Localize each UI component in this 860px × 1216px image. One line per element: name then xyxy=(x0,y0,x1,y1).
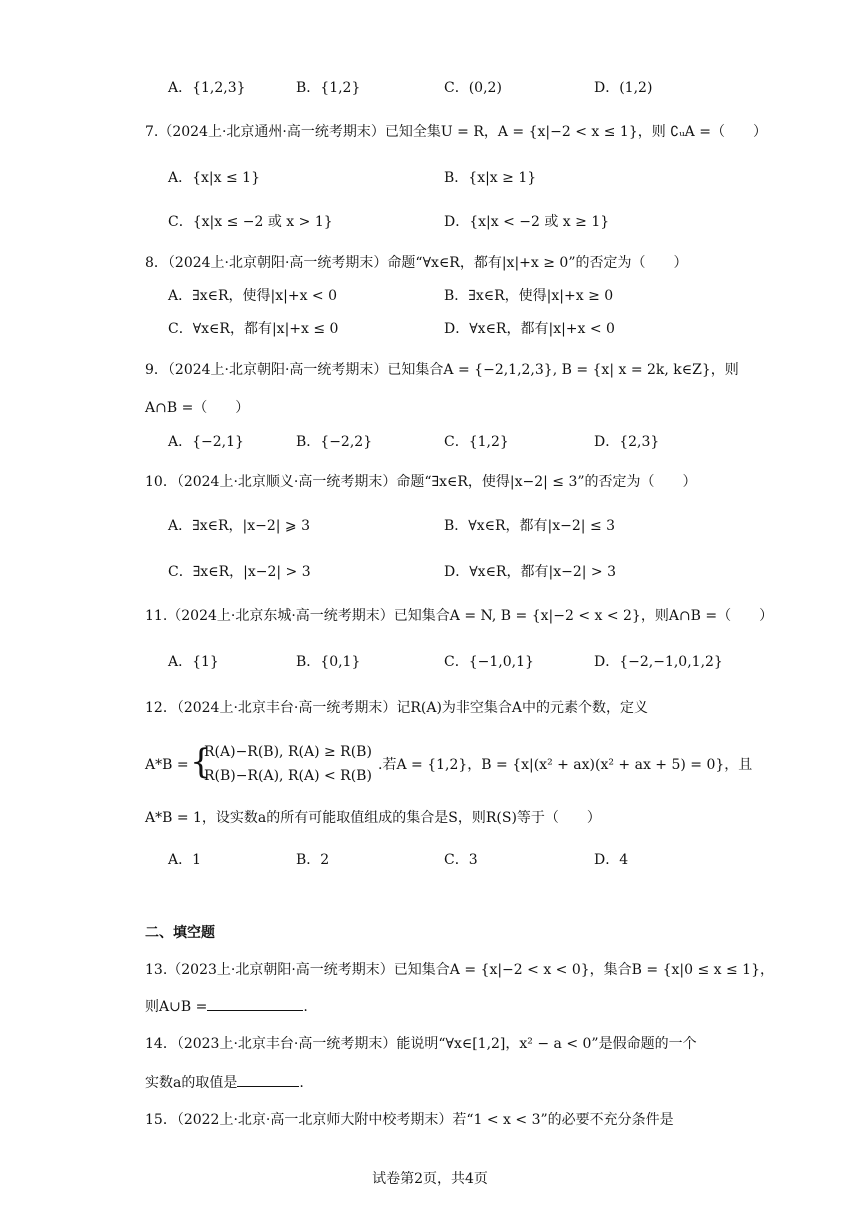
q14-stem-end: . xyxy=(299,1075,304,1091)
q11-option-c: C．{−1,0,1} xyxy=(444,654,534,670)
q6-option-c: C．(0,2) xyxy=(444,80,502,96)
q8-option-b: B．∃x∈R，使得|x|+x ≥ 0 xyxy=(444,288,614,304)
q12-definition xyxy=(0,740,860,790)
q12-option-b: B．2 xyxy=(296,852,330,868)
q13-stem-text: 则A∪B = xyxy=(145,999,208,1015)
q8-option-c: C．∀x∈R，都有|x|+x ≤ 0 xyxy=(168,321,339,337)
section-heading-fill-blank: 二、填空题 xyxy=(145,925,215,941)
q13-answer-blank[interactable] xyxy=(207,996,303,1011)
q12-brace: { xyxy=(190,742,212,782)
q12-stem-cont: A*B = 1，设实数a的所有可能取值组成的集合是S，则R(S)等于（ ） xyxy=(145,810,601,826)
q12-def-lhs: A*B = xyxy=(145,757,189,773)
q12-option-c: C．3 xyxy=(444,852,478,868)
q9-option-d: D．{2,3} xyxy=(594,434,660,450)
q7-stem: 7.（2024上·北京通州·高一统考期末）已知全集U = R，A = {x|−2 < x ≤ 1}，则 ∁ᵤA =（ ） xyxy=(145,124,767,140)
q9-option-b: B．{−2,2} xyxy=(296,434,373,450)
q12-stem: 12．（2024上·北京丰台·高一统考期末）记R(A)为非空集合A中的元素个数，定义 xyxy=(145,700,649,716)
q10-option-a: A．∃x∈R，|x−2| ⩾ 3 xyxy=(168,518,311,534)
q7-option-b: B．{x|x ≥ 1} xyxy=(444,170,537,186)
q10-stem: 10．（2024上·北京顺义·高一统考期末）命题“∃x∈R，使得|x−2| ≤ 3”的否定为（ ） xyxy=(145,474,697,490)
q7-option-c: C．{x|x ≤ −2 或 x > 1} xyxy=(168,214,333,230)
page-footer: 试卷第2页，共4页 xyxy=(372,1171,488,1187)
q13-stem-cont xyxy=(145,996,308,1017)
q9-stem-cont: A∩B =（ ） xyxy=(145,400,250,416)
q7-option-d: D．{x|x < −2 或 x ≥ 1} xyxy=(444,214,610,230)
q12-def-rest: .若A = {1,2}，B = {x|(x² + ax)(x² + ax + 5) = 0}，且 xyxy=(378,757,753,773)
q11-stem: 11.（2024上·北京东城·高一统考期末）已知集合A = N, B = {x|−2 < x < 2}，则A∩B =（ ） xyxy=(145,608,774,624)
q15-stem: 15．（2022上·北京·高一北京师大附中校考期末）若“1 < x < 3”的必要不充分条件是 xyxy=(145,1112,674,1128)
q10-option-b: B．∀x∈R，都有|x−2| ≤ 3 xyxy=(444,518,616,534)
q11-option-a: A．{1} xyxy=(168,654,219,670)
q11-option-b: B．{0,1} xyxy=(296,654,361,670)
q11-option-d: D．{−2,−1,0,1,2} xyxy=(594,654,723,670)
q10-option-d: D．∀x∈R，都有|x−2| > 3 xyxy=(444,564,616,580)
q14-answer-blank[interactable] xyxy=(237,1072,299,1087)
q14-stem: 14．（2023上·北京丰台·高一统考期末）能说明“∀x∈[1,2]，x² − a < 0”是假命题的一个 xyxy=(145,1036,697,1052)
q6-option-b: B．{1,2} xyxy=(296,80,361,96)
q8-option-d: D．∀x∈R，都有|x|+x < 0 xyxy=(444,321,615,337)
q14-stem-cont xyxy=(145,1072,304,1093)
q12-option-d: D．4 xyxy=(594,852,629,868)
q6-option-d: D．(1,2) xyxy=(594,80,653,96)
q12-option-a: A．1 xyxy=(168,852,202,868)
q8-option-a: A．∃x∈R，使得|x|+x < 0 xyxy=(168,288,337,304)
q13-stem: 13.（2023上·北京朝阳·高一统考期末）已知集合A = {x|−2 < x < 0}，集合B = {x|0 ≤ x ≤ 1}， xyxy=(145,962,774,978)
q8-stem: 8．（2024上·北京朝阳·高一统考期末）命题“∀x∈R，都有|x|+x ≥ 0”的否定为（ ） xyxy=(145,255,688,271)
q6-option-a: A．{1,2,3} xyxy=(168,80,246,96)
q14-stem-text: 实数a的取值是 xyxy=(145,1075,238,1091)
q9-option-c: C．{1,2} xyxy=(444,434,509,450)
q10-option-c: C．∃x∈R，|x−2| > 3 xyxy=(168,564,311,580)
q12-def-case2: R(B)−R(A), R(A) < R(B) xyxy=(204,768,372,784)
q13-stem-end: . xyxy=(303,999,308,1015)
q9-option-a: A．{−2,1} xyxy=(168,434,244,450)
q9-stem: 9．（2024上·北京朝阳·高一统考期末）已知集合A = {−2,1,2,3}, B = {x| x = 2k, k∈Z}，则 xyxy=(145,362,739,378)
q7-option-a: A．{x|x ≤ 1} xyxy=(168,170,260,186)
q12-def-case1: R(A)−R(B), R(A) ≥ R(B) xyxy=(204,744,372,760)
